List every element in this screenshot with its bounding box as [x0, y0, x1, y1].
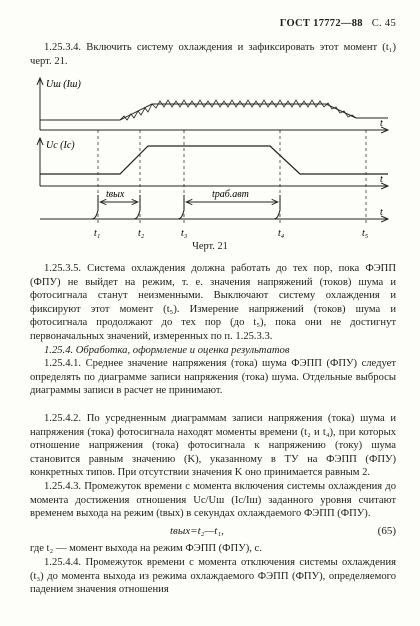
t3-label: t₃: [181, 228, 188, 239]
formula-number: (65): [377, 525, 396, 537]
paragraph-1-25-3-5: 1.25.3.5. Система охлаждения должна работать до тех пор, пока ФЭПП (ФПУ) не выйдет на режим, т. е. значения напряжений (токов) шума и фотосигнала станут неизменными. Выключают систему охлаждения и фиксируют этот момент (t₅). Измерение напряжений (токов) шума и фотосигнала продолжают до тех пор (до t₅), пока они не достигнут первоначальных значений, измеренных по п. 1.25.3.3.: [30, 263, 396, 342]
bottom-t-label: t: [380, 207, 383, 218]
formula-expression: tвых=t₂—t₁,: [170, 525, 224, 537]
t4-label: t₄: [278, 228, 285, 239]
t2-label: t₂: [138, 228, 145, 239]
t5-label: t₅: [362, 228, 369, 239]
page-number: С. 45: [371, 18, 396, 29]
figure-caption: Черт. 21: [192, 241, 228, 252]
paragraph-1-25-4-4: 1.25.4.4. Промежуток времени с момента отключения системы охлаждения (t₃) до момента выхода из режима охлаждаемого ФЭПП (ФПУ), определяемого падением значения отношения: [30, 557, 396, 596]
section-heading-text: 1.25.4. Обработка, оформление и оценка результатов: [44, 345, 290, 356]
noise-curve-base: [40, 104, 388, 120]
top-y-label: Uш (Iш): [46, 79, 81, 90]
mid-t-label: t: [380, 174, 383, 185]
timing-diagram: [26, 74, 400, 260]
formula-explanation: где t₂ — момент выхода на режим ФЭПП (ФПУ), с.: [30, 543, 262, 554]
t-rab-label: tраб.авт: [212, 189, 249, 200]
section-heading-1-25-4: [30, 344, 396, 358]
pulse-t1: [92, 195, 98, 219]
t1-label: t₁: [94, 228, 101, 239]
page-header: [280, 18, 396, 29]
paragraph-1-25-3-4: 1.25.3.4. Включить систему охлаждения и зафиксировать этот момент (t₁) черт. 21.: [30, 42, 396, 67]
paragraph-1-25-4-2: 1.25.4.2. По усредненным диаграммам записи напряжения (тока) шума и напряжения (тока) фотосигнала находят моменты времени (t₂ и t₄), при которых отношение напряжения (тока) фотосигнала к напряжению (току) шума становится равным значению (K), указанному в ТУ на ФЭПП (ФПУ) конкретных типов. При отсутствии значения K оно принимается равным 2.: [30, 413, 396, 479]
top-t-label: t: [380, 118, 383, 129]
t-vyh-label: tвых: [106, 189, 125, 200]
pulse-t3: [178, 195, 184, 219]
pulse-t2: [134, 195, 140, 219]
noise-curve-jitter: [120, 100, 356, 120]
paragraph-1-25-4-3: 1.25.4.3. Промежуток времени с момента включения системы охлаждения до момента достижения отношения Uс/Uш (Iс/Iш) заданного уровня считают временем выхода на режим (tвых) в секундах охлаждаемого ФЭПП (ФПУ).: [30, 481, 396, 520]
gost-number: ГОСТ 17772—88: [279, 18, 363, 29]
pulse-t4: [274, 195, 280, 219]
paragraph-1-25-4-1: 1.25.4.1. Среднее значение напряжения (тока) шума ФЭПП (ФПУ) следует определять по диаграмме записи напряжения (тока) шума. Отдельные выбросы диаграммы записи в расчет не принимают.: [30, 358, 396, 397]
mid-y-label: Uс (Iс): [46, 140, 75, 151]
signal-curve: [40, 146, 388, 174]
